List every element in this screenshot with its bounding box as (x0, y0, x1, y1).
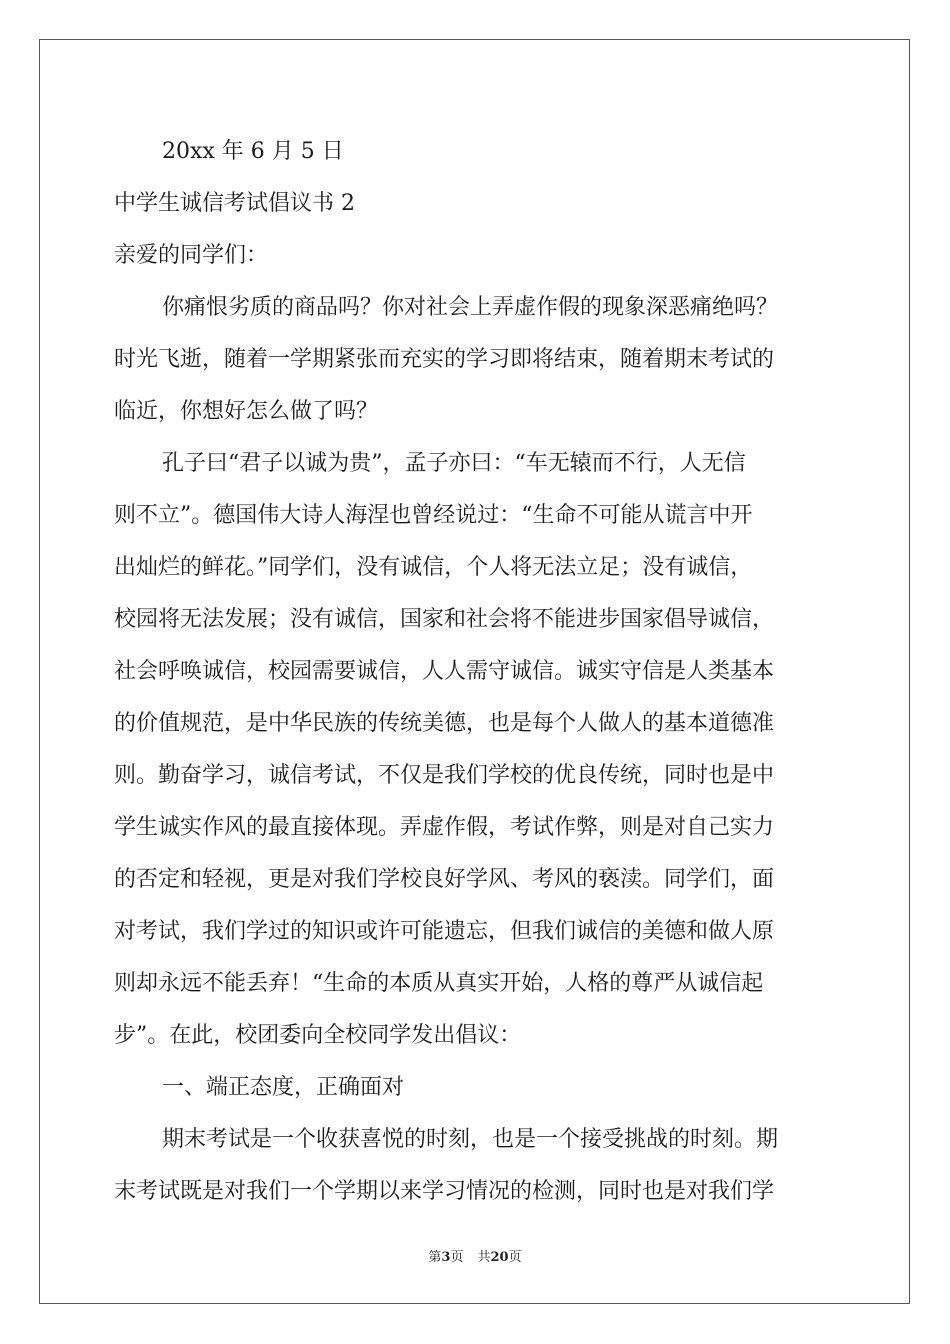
paragraph-line: 期末考试是一个收获喜悦的时刻，也是一个接受挑战的时刻。期 (162, 1127, 779, 1152)
paragraph-line: 步”。在此，校团委向全校同学发出倡议： (114, 1023, 522, 1048)
page-current: 3 (441, 1250, 451, 1265)
page-prefix: 第 (428, 1250, 442, 1265)
document-title: 中学生诚信考试倡议书 2 (114, 191, 355, 216)
document-date: 20xx 年 6 月 5 日 (162, 139, 344, 164)
paragraph-line: 时光飞逝，随着一学期紧张而充实的学习即将结束，随着期末考试的 (114, 347, 775, 372)
salutation: 亲爱的同学们： (114, 243, 269, 268)
paragraph-line: 孔子曰“君子以诚为贵”，孟子亦曰：“车无辕而不行，人无信 (162, 451, 746, 476)
document-body (114, 126, 834, 1218)
paragraph-line: 临近，你想好怎么做了吗？ (114, 399, 379, 424)
paragraph-line: 末考试既是对我们一个学期以来学习情况的检测，同时也是对我们学 (114, 1179, 775, 1204)
paragraph-line: 校园将无法发展；没有诚信，国家和社会将不能进步国家倡导诚信， (114, 607, 775, 632)
paragraph-line: 则不立”。德国伟大诗人海涅也曾经说过：“生命不可能从谎言中开 (114, 503, 753, 528)
paragraph-line: 对考试，我们学过的知识或许可能遗忘，但我们诚信的美德和做人原 (114, 919, 775, 944)
paragraph-line: 学生诚实作风的最直接体现。弄虚作假，考试作弊，则是对自己实力 (114, 815, 775, 840)
paragraph-line: 则。勤奋学习，诚信考试，不仅是我们学校的优良传统，同时也是中 (114, 763, 775, 788)
section-heading: 一、端正态度，正确面对 (162, 1075, 405, 1100)
paragraph-line: 的否定和轻视，更是对我们学校良好学风、考风的亵渎。同学们，面 (114, 867, 775, 892)
paragraph-line: 的价值规范，是中华民族的传统美德，也是每个人做人的基本道德准 (114, 711, 775, 736)
page-footer (0, 1246, 950, 1265)
paragraph-line: 你痛恨劣质的商品吗？你对社会上弄虚作假的现象深恶痛绝吗？ (162, 295, 779, 320)
paragraph-line: 社会呼唤诚信，校园需要诚信，人人需守诚信。诚实守信是人类基本 (114, 659, 775, 684)
paragraph-line: 则却永远不能丢弃！“生命的本质从真实开始，人格的尊严从诚信起 (114, 971, 764, 996)
page-total: 20 (490, 1250, 509, 1265)
paragraph-line: 出灿烂的鲜花。”同学们，没有诚信，个人将无法立足；没有诚信， (114, 555, 753, 580)
page-unit: 页 (450, 1250, 464, 1265)
total-unit: 页 (508, 1250, 522, 1265)
total-prefix: 共 (477, 1250, 491, 1265)
